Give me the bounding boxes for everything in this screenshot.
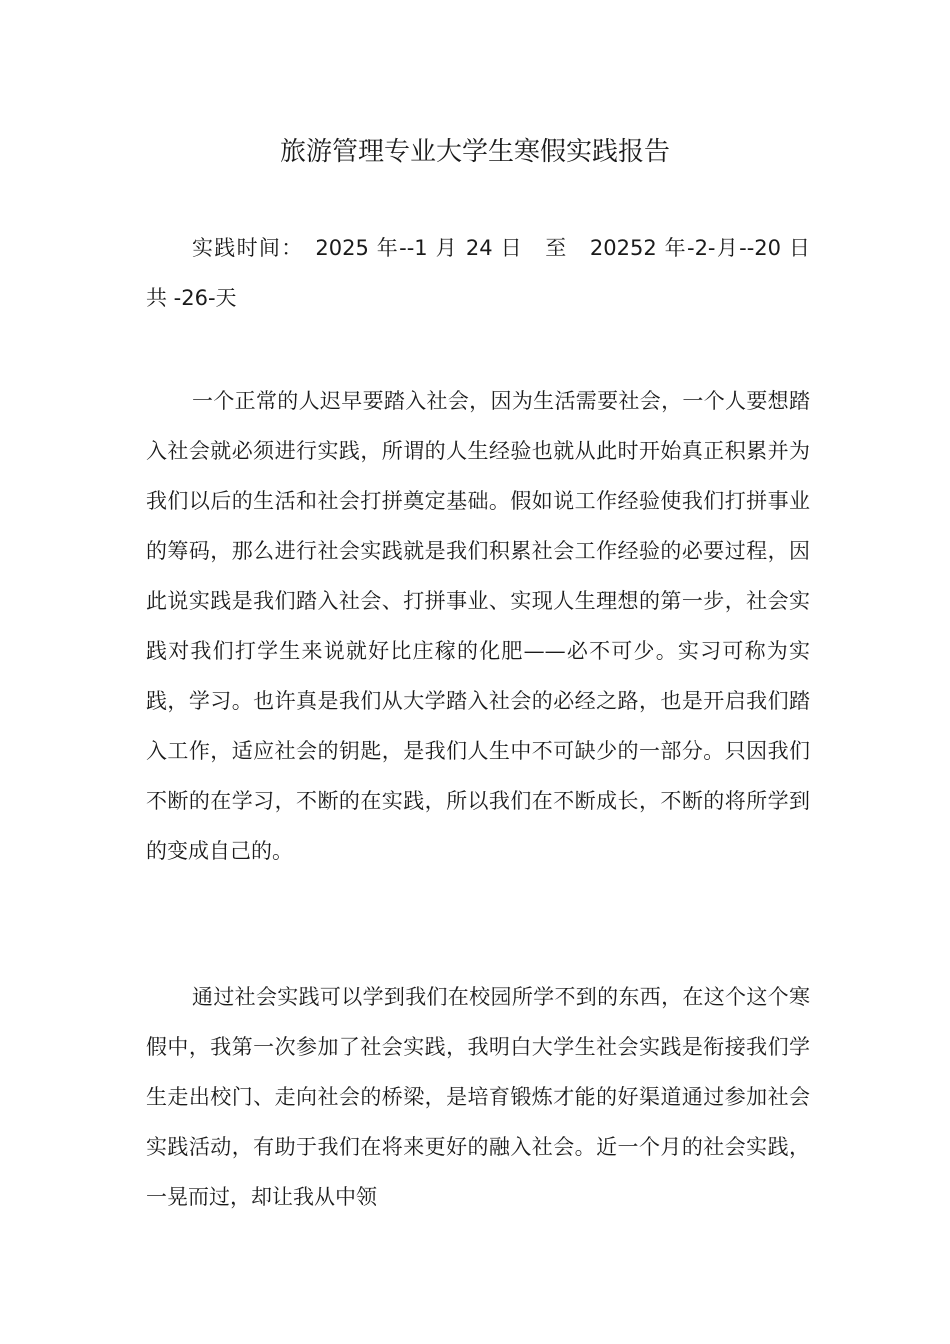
paragraph-1: 一个正常的人迟早要踏入社会，因为生活需要社会，一个人要想踏入社会就必须进行实践，所谓的人生经验也就从此时开始真正积累并为我们以后的生活和社会打拼奠定基础。假如说工作经验使我们打拼事业的筹码，那么进行社会实践就是我们积累社会工作经验的必要过程，因此说实践是我们踏入社会、打拼事业、实现人生理想的第一步，社会实践对我们打学生来说就好比庄稼的化肥——必不可少。实习可称为实践，学习。也许真是我们从大学踏入社会的必经之路，也是开启我们踏入工作，适应社会的钥匙，是我们人生中不可缺少的一部分。只因我们不断的在学习，不断的在实践，所以我们在不断成长，不断的将所学到的变成自己的。 xyxy=(146,389,810,863)
practice-time-line: 实践时间： 2025 年--1 月 24 日 至 20252 年-2-月--20 日 共 -26-天 xyxy=(146,236,831,310)
paragraph-2: 通过社会实践可以学到我们在校园所学不到的东西，在这个这个寒假中，我第一次参加了社会实践，我明白大学生社会实践是衔接我们学生走出校门、走向社会的桥梁，是培育锻炼才能的好渠道通过参加社会实践活动，有助于我们在将来更好的融入社会。近一个月的社会实践，一晃而过，却让我从中领 xyxy=(146,985,810,1209)
document-title: 旅游管理专业大学生寒假实践报告 xyxy=(279,137,670,167)
